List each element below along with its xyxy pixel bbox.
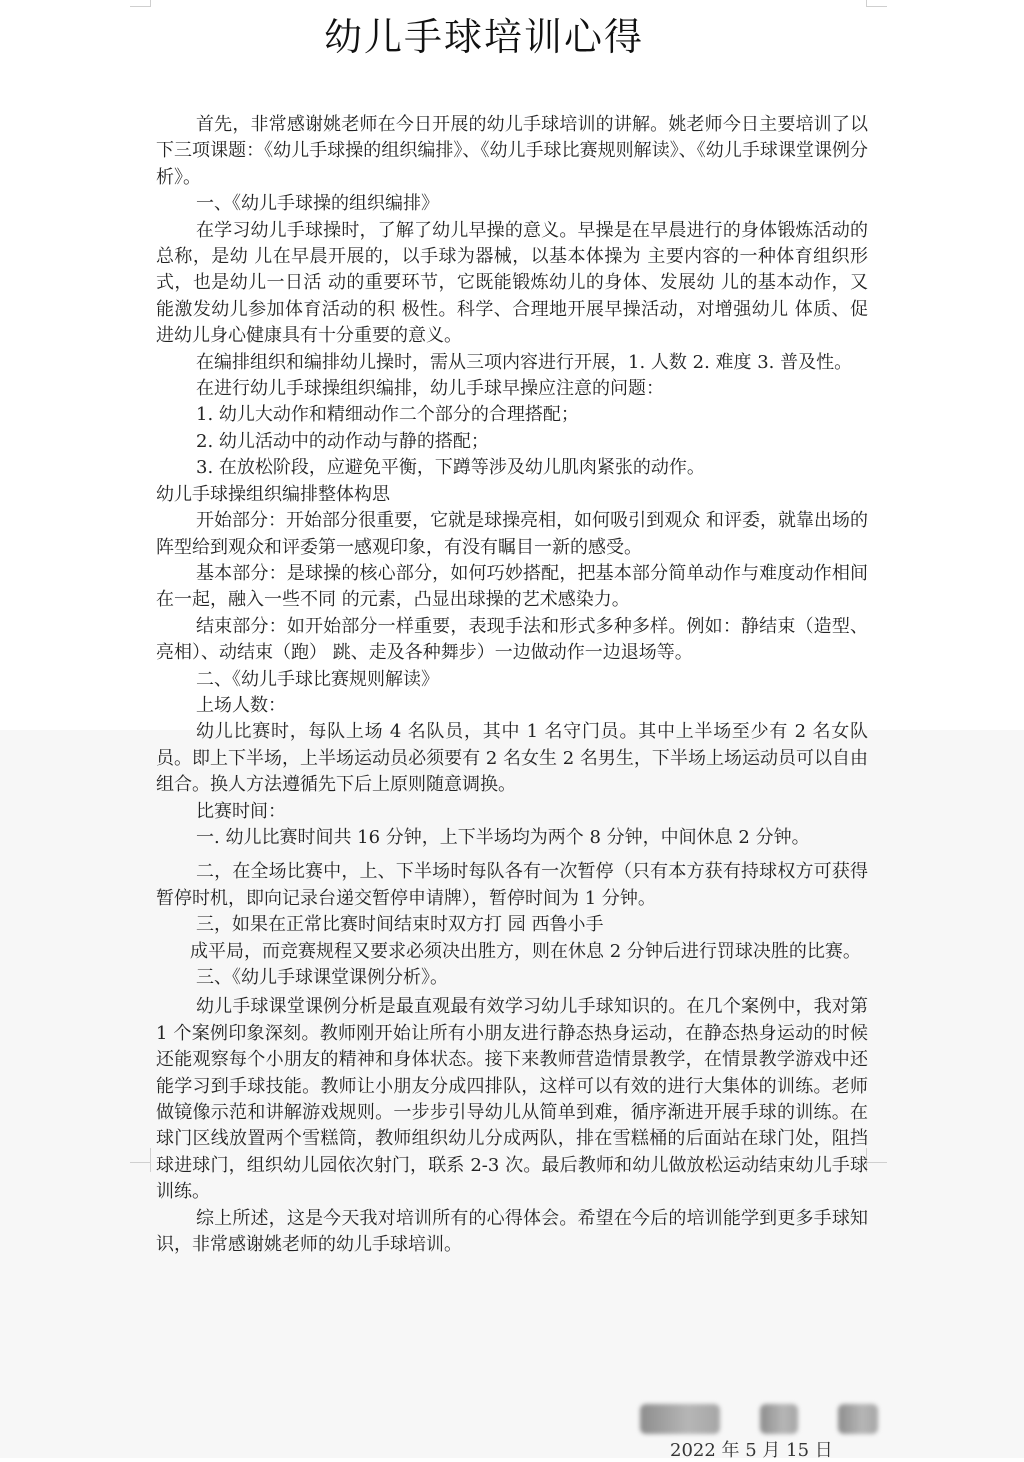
section-heading-3: 三、《幼儿手球课堂课例分析》。	[196, 967, 448, 988]
closing-paragraph: 综上所述，这是今天我对培训所有的心得体会。希望在今后的培训能学到更多手球知识，非常感谢姚老师的幼儿手球培训。	[156, 1207, 868, 1256]
list-item: 1. 幼儿大动作和精细动作二个部分的合理搭配；	[196, 404, 579, 426]
page-corner-mark	[866, 1148, 887, 1163]
section-heading-1: 一、《幼儿手球操的组织编排》	[196, 193, 439, 215]
list-item: 2. 幼儿活动中的动作动与静的搭配；	[196, 430, 489, 452]
body-paragraph: 在编排组织和编排幼儿操时，需从三项内容进行开展，1. 人数 2. 难度 3. 普及性。	[196, 351, 853, 373]
body-paragraph: 幼儿手球课堂课例分析是最直观最有效学习幼儿手球知识的。在几个案例中，我对第 1 个案例印象深刻。教师刚开始让所有小朋友进行静态热身运动，在静态热身运动的时候还能观察每个小朋友的精神和身体状态。接下来教师营造情景教学，在情景教学游戏中还能学习到手球技能。教师让小朋友分成四排队，这样可以有效的进行大集体的训练。老师做镜像示范和讲解游戏规则。一步步引导幼儿从简单到难，循序渐进开展手球的训练。在球门区线放置两个雪糕筒，教师组织幼儿分成两队，排在雪糕桶的后面站在球门处，阻挡球进球门，组织幼儿园依次射门，联系 2-3 次。最后教师和幼儿做放松运动结束幼儿手球训练。	[156, 996, 868, 1203]
redacted-signature	[838, 1404, 878, 1434]
body-paragraph: 基本部分：是球操的核心部分，如何巧妙搭配，把基本部分简单动作与难度动作相间在一起，融入一些不同 的元素，凸显出球操的艺术感染力。	[156, 562, 868, 611]
page-corner-mark	[130, 1162, 151, 1172]
redacted-signature	[760, 1404, 798, 1434]
subheading: 幼儿手球操组织编排整体构思	[156, 483, 390, 505]
list-item: 3. 在放松阶段，应避免平衡，下蹲等涉及幼儿肌肉紧张的动作。	[196, 457, 705, 479]
body-paragraph: 成平局，而竞赛规程又要求必须决出胜方，则在休息 2 分钟后进行罚球决胜的比赛。	[190, 940, 861, 962]
body-paragraph: 一. 幼儿比赛时间共 16 分钟，上下半场均为两个 8 分钟，中间休息 2 分钟。	[196, 826, 810, 848]
subheading: 上场人数：	[196, 694, 286, 716]
body-paragraph: 在学习幼儿手球操时，了解了幼儿早操的意义。早操是在早晨进行的身体锻炼活动的总称，是幼 儿在早晨开展的，以手球为器械，以基本体操为 主要内容的一种体育组织形式，也是幼儿一日活 动的重要环节，它既能锻炼幼儿的身体、发展幼 儿的基本动作，又能激发幼儿参加体育活动的积 极性。科学、合理地开展早操活动，对增强幼儿 体质、促进幼儿身心健康具有十分重要的意义。	[156, 219, 868, 347]
section-heading-2: 二、《幼儿手球比赛规则解读》	[196, 668, 439, 690]
body-paragraph: 结束部分：如开始部分一样重要，表现手法和形式多种多样。例如：静结束（造型、亮相）、动结束（跑） 跳、走及各种舞步）一边做动作一边退场等。	[156, 615, 868, 664]
redacted-signature	[640, 1404, 720, 1434]
body-paragraph: 二，在全场比赛中，上、下半场时每队各有一次暂停（只有本方获有持球权方可获得暂停时机，即向记录台递交暂停申请牌），暂停时间为 1 分钟。	[156, 861, 868, 909]
page-corner-mark	[130, 1148, 151, 1163]
document-body	[156, 112, 868, 1258]
document-title: 幼儿手球培训心得	[323, 15, 644, 59]
page-corner-mark	[866, 1162, 887, 1172]
body-paragraph: 开始部分：开始部分很重要，它就是球操亮相，如何吸引到观众 和评委，就靠出场的阵型给到观众和评委第一感观印象，有没有瞩目一新的感受。	[156, 510, 868, 558]
document-date: 2022 年 5 月 15 日	[670, 1440, 833, 1461]
body-paragraph: 幼儿比赛时，每队上场 4 名队员，其中 1 名守门员。其中上半场至少有 2 名女队员。即上下半场，上半场运动员必须要有 2 名女生 2 名男生，下半场上场运动员可以自由组合。换人方法遵循先下后上原则随意调换。	[156, 721, 868, 796]
intro-paragraph: 首先，非常感谢姚老师在今日开展的幼儿手球培训的讲解。姚老师今日主要培训了以下三项课题：《幼儿手球操的组织编排》、《幼儿手球比赛规则解读》、《幼儿手球课堂课例分析》。	[156, 114, 868, 188]
body-paragraph: 三，如果在正常比赛时间结束时双方打 园 西鲁小手	[196, 914, 604, 936]
subheading: 比赛时间：	[196, 800, 286, 822]
body-paragraph: 在进行幼儿手球操组织编排，幼儿手球早操应注意的问题：	[196, 378, 664, 400]
